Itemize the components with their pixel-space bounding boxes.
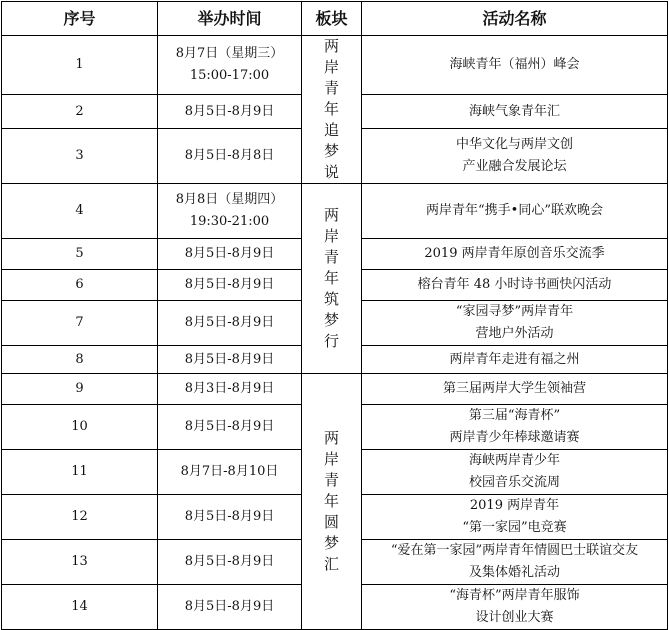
row-activity-name: “家园寻梦”两岸青年 营地户外活动 (362, 301, 668, 346)
row-number: 10 (2, 405, 158, 450)
row-number: 6 (2, 270, 158, 301)
row-time: 8月7日-8月10日 (158, 450, 302, 495)
row-number: 5 (2, 239, 158, 270)
row-activity-name: 第三届两岸大学生领袖营 (362, 374, 668, 405)
table-row (2, 374, 668, 405)
header-name: 活动名称 (362, 2, 668, 36)
row-number: 7 (2, 301, 158, 346)
table-row (2, 36, 668, 95)
row-number: 8 (2, 346, 158, 374)
row-activity-name: 2019 两岸青年原创音乐交流季 (362, 239, 668, 270)
row-time: 8月5日-8月9日 (158, 495, 302, 540)
row-activity-name: 两岸青年走进有福之州 (362, 346, 668, 374)
row-activity-name: 海峡气象青年汇 (362, 95, 668, 128)
row-time: 8月5日-8月9日 (158, 301, 302, 346)
row-time: 8月5日-8月9日 (158, 270, 302, 301)
row-activity-name: 榕台青年 48 小时诗书画快闪活动 (362, 270, 668, 301)
row-number: 14 (2, 585, 158, 630)
row-time: 8月5日-8月9日 (158, 585, 302, 630)
row-time: 8月8日（星期四） 19:30-21:00 (158, 184, 302, 239)
table-row (2, 184, 668, 239)
row-activity-name: “爱在第一家园”两岸青年情圆巴士联谊交友 及集体婚礼活动 (362, 540, 668, 585)
header-row (2, 2, 668, 36)
row-number: 12 (2, 495, 158, 540)
row-activity-name: 海峡两岸青少年 校园音乐交流周 (362, 450, 668, 495)
activity-schedule-table (1, 1, 668, 630)
row-time: 8月5日-8月8日 (158, 128, 302, 183)
row-activity-name: 第三届“海青杯” 两岸青少年棒球邀请赛 (362, 405, 668, 450)
row-time: 8月5日-8月9日 (158, 405, 302, 450)
header-section: 板块 (302, 2, 362, 36)
row-time: 8月5日-8月9日 (158, 540, 302, 585)
section-cell-zhuimengshuo: 两 岸 青 年 追 梦 说 (302, 36, 362, 184)
row-number: 11 (2, 450, 158, 495)
row-activity-name: 2019 两岸青年 “第一家园”电竞赛 (362, 495, 668, 540)
row-number: 1 (2, 36, 158, 95)
row-activity-name: “海青杯”两岸青年服饰 设计创业大赛 (362, 585, 668, 630)
row-activity-name: 中华文化与两岸文创 产业融合发展论坛 (362, 128, 668, 183)
row-number: 2 (2, 95, 158, 128)
row-time: 8月5日-8月9日 (158, 239, 302, 270)
row-activity-name: 两岸青年“携手•同心”联欢晚会 (362, 184, 668, 239)
header-no: 序号 (2, 2, 158, 36)
row-number: 13 (2, 540, 158, 585)
row-time: 8月7日（星期三） 15:00-17:00 (158, 36, 302, 95)
row-time: 8月3日-8月9日 (158, 374, 302, 405)
row-activity-name: 海峡青年（福州）峰会 (362, 36, 668, 95)
section-cell-zhumengxing: 两 岸 青 年 筑 梦 行 (302, 184, 362, 374)
row-time: 8月5日-8月9日 (158, 346, 302, 374)
row-number: 9 (2, 374, 158, 405)
section-cell-yuanmenghui: 两 岸 青 年 圆 梦 汇 (302, 374, 362, 630)
row-number: 4 (2, 184, 158, 239)
row-time: 8月5日-8月9日 (158, 95, 302, 128)
header-time: 举办时间 (158, 2, 302, 36)
row-number: 3 (2, 128, 158, 183)
